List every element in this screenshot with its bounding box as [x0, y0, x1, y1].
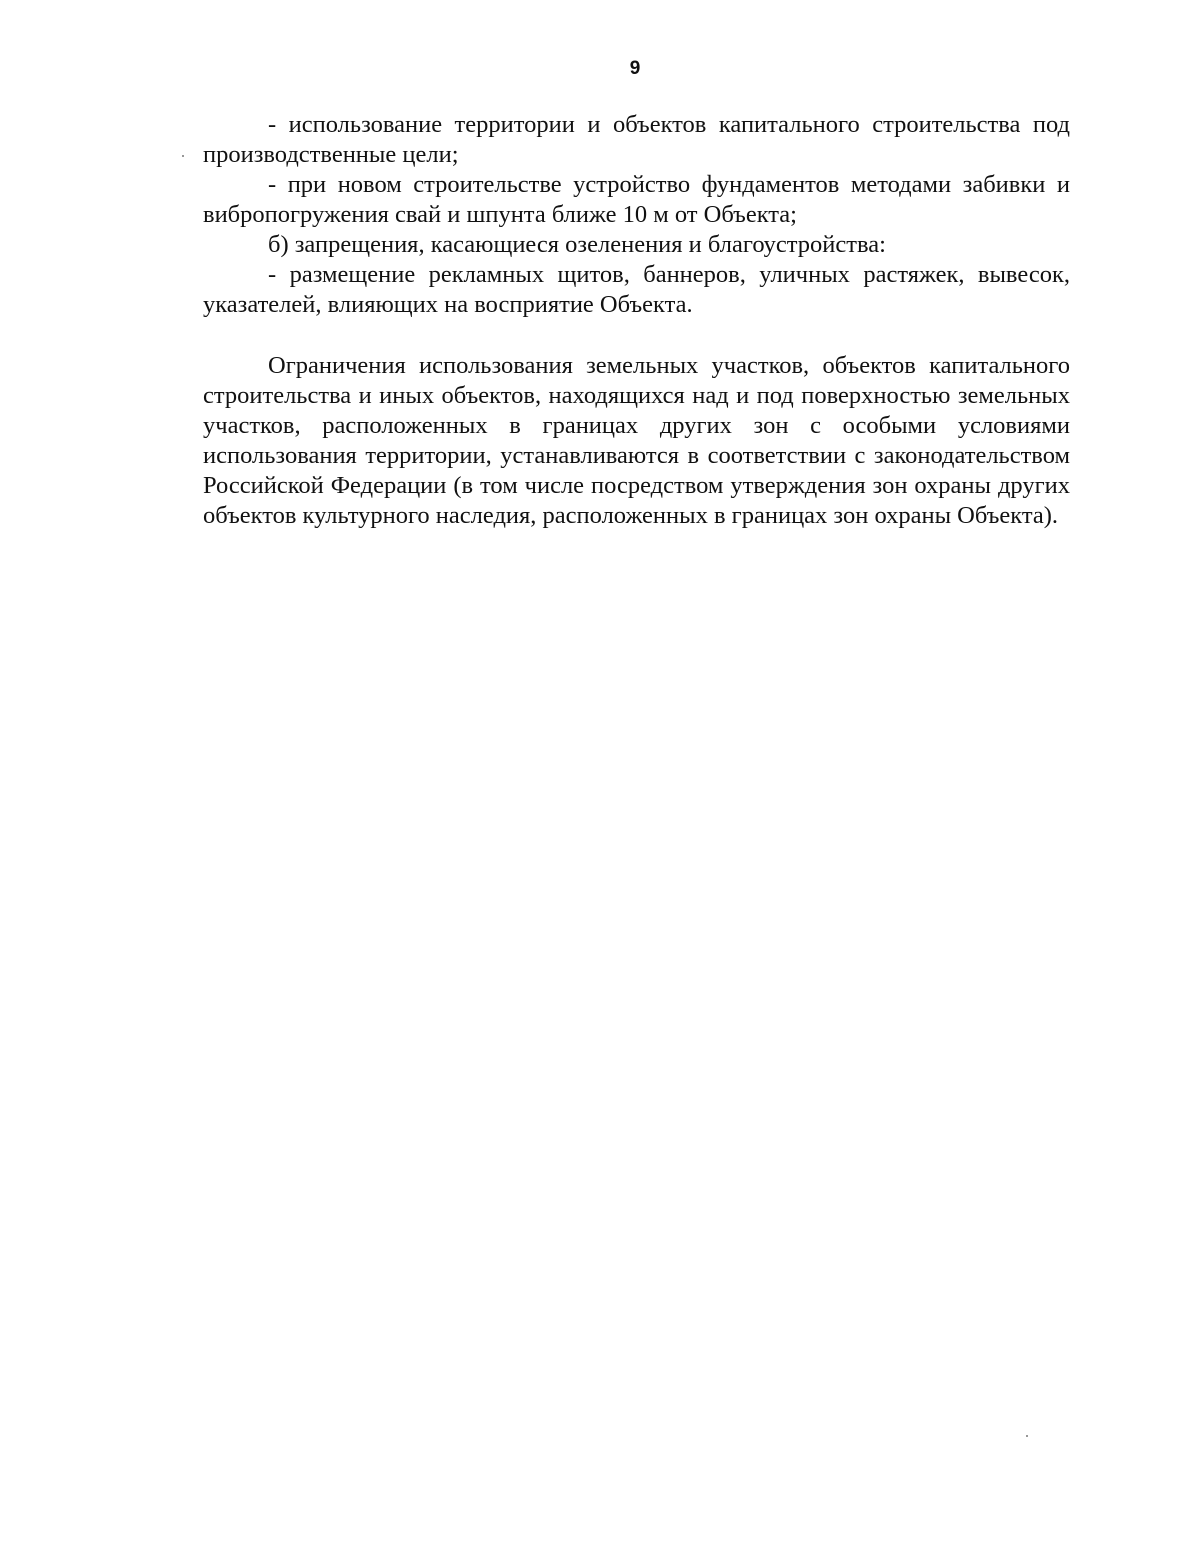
paragraph-restrictions: Ограничения использования земельных участков, объектов капитального строительства и иных объектов, находящихся над и под поверхностью земельных участков, расположенных в границах других зон с особыми условиями использования территории, устанавливаются в соответствии с законодательством Российской Федерации (в том числе посредством утверждения зон охраны других объектов культурного наследия, расположенных в границах зон охраны Объекта).: [203, 352, 1070, 529]
paragraph-advertising-placement: - размещение рекламных щитов, баннеров, уличных растяжек, вывесок, указателей, влияющих на восприятие Объекта.: [203, 261, 1070, 318]
page-number: 9: [629, 58, 641, 79]
paragraph-production-use: - использование территории и объектов капитального строительства под производственные цели;: [203, 111, 1070, 168]
scan-artifact: [1026, 1435, 1028, 1437]
scan-artifact: [182, 155, 184, 157]
document-body: [203, 110, 1070, 531]
paragraph-foundation-construction: - при новом строительстве устройство фундаментов методами забивки и вибропогружения свай и шпунта ближе 10 м от Объекта;: [203, 171, 1070, 228]
paragraph-landscaping-prohibitions: б) запрещения, касающиеся озеленения и благоустройства:: [268, 231, 886, 258]
